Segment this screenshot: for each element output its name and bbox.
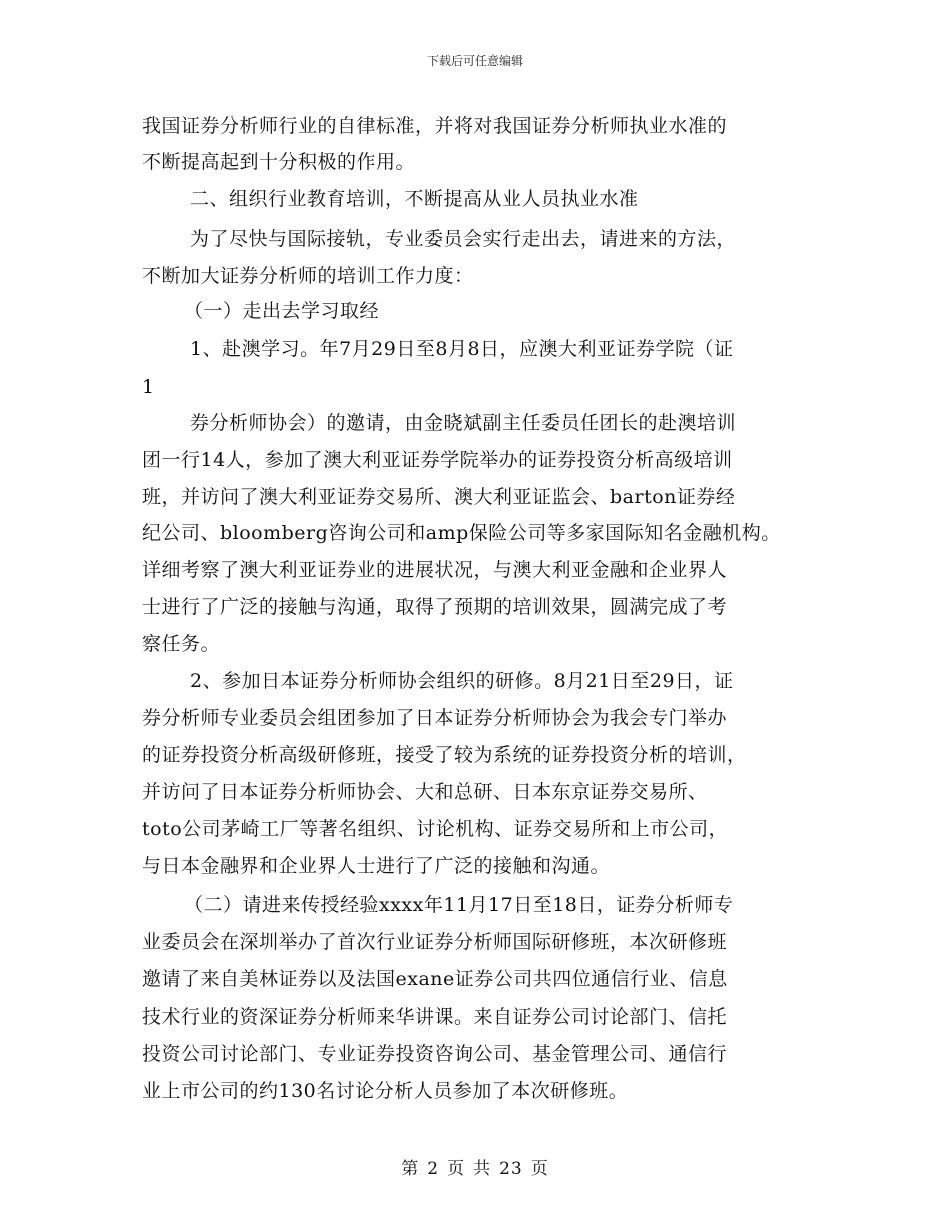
footer-ye: 页 [530, 1159, 549, 1179]
text-line: 的证券投资分析高级研修班，接受了较为系统的证券投资分析的培训， [142, 744, 747, 766]
footer-total-pages: 23 [499, 1159, 523, 1179]
text-line: （一）走出去学习取经 [184, 300, 380, 322]
footer-ye: 页 [447, 1159, 466, 1179]
footer-page-number: 2 [427, 1159, 440, 1179]
footer-gong: 共 [473, 1159, 492, 1179]
text-line: 纪公司、bloomberg咨询公司和amp保险公司等多家国际知名金融机构。 [142, 522, 781, 544]
text-line: 为了尽快与国际接轨，专业委员会实行走出去，请进来的方法， [190, 228, 737, 250]
text-line: 邀请了来自美林证券以及法国exane证券公司共四位通信行业、信息 [142, 968, 728, 990]
text-line: 并访问了日本证券分析师协会、大和总研、日本东京证券交易所、 [142, 781, 708, 803]
text-line: 2、参加日本证券分析师协会组织的研修。8月21日至29日，证 [190, 670, 734, 692]
page-footer [0, 1154, 950, 1179]
text-line: 投资公司讨论部门、专业证券投资咨询公司、基金管理公司、通信行 [142, 1043, 728, 1065]
text-line: 1、赴澳学习。年7月29日至8月8日，应澳大利亚证券学院（证 [190, 338, 734, 360]
text-line: 二、组织行业教育培训，不断提高从业人员执业水准 [190, 188, 639, 210]
text-line: 业委员会在深圳举办了首次行业证券分析师国际研修班，本次研修班 [142, 931, 728, 953]
text-line: 士进行了广泛的接触与沟通，取得了预期的培训效果，圆满完成了考 [142, 596, 728, 618]
text-line: 与日本金融界和企业界人士进行了广泛的接触和沟通。 [142, 855, 611, 877]
text-line: （二）请进来传授经验xxxx年11月17日至18日，证券分析师专 [184, 894, 734, 916]
text-line: 业上市公司的约130名讨论分析人员参加了本次研修班。 [142, 1080, 629, 1102]
text-line: 详细考察了澳大利亚证券业的进展状况，与澳大利亚金融和企业界人 [142, 559, 728, 581]
text-line: 班，并访问了澳大利亚证券交易所、澳大利亚证监会、barton证券经 [142, 486, 736, 508]
text-line: 察任务。 [142, 633, 221, 655]
footer-di: 第 [401, 1159, 420, 1179]
text-line: toto公司茅崎工厂等著名组织、讨论机构、证券交易所和上市公司， [142, 818, 729, 840]
text-line: 团一行14人，参加了澳大利亚证券学院举办的证券投资分析高级培训 [142, 449, 733, 471]
text-line: 不断提高起到十分积极的作用。 [142, 151, 416, 173]
text-line: 券分析师专业委员会组团参加了日本证券分析师协会为我会专门举办 [142, 707, 728, 729]
text-line: 我国证券分析师行业的自律标准，并将对我国证券分析师执业水准的 [142, 115, 728, 137]
text-line: 1 [142, 376, 155, 398]
page-header: 下载后可任意编辑 [426, 54, 523, 68]
text-line: 不断加大证券分析师的培训工作力度： [142, 265, 474, 287]
text-line: 技术行业的资深证券分析师来华讲课。来自证券公司讨论部门、信托 [142, 1006, 728, 1028]
text-line: 券分析师协会）的邀请，由金晓斌副主任委员任团长的赴澳培训 [190, 412, 737, 434]
